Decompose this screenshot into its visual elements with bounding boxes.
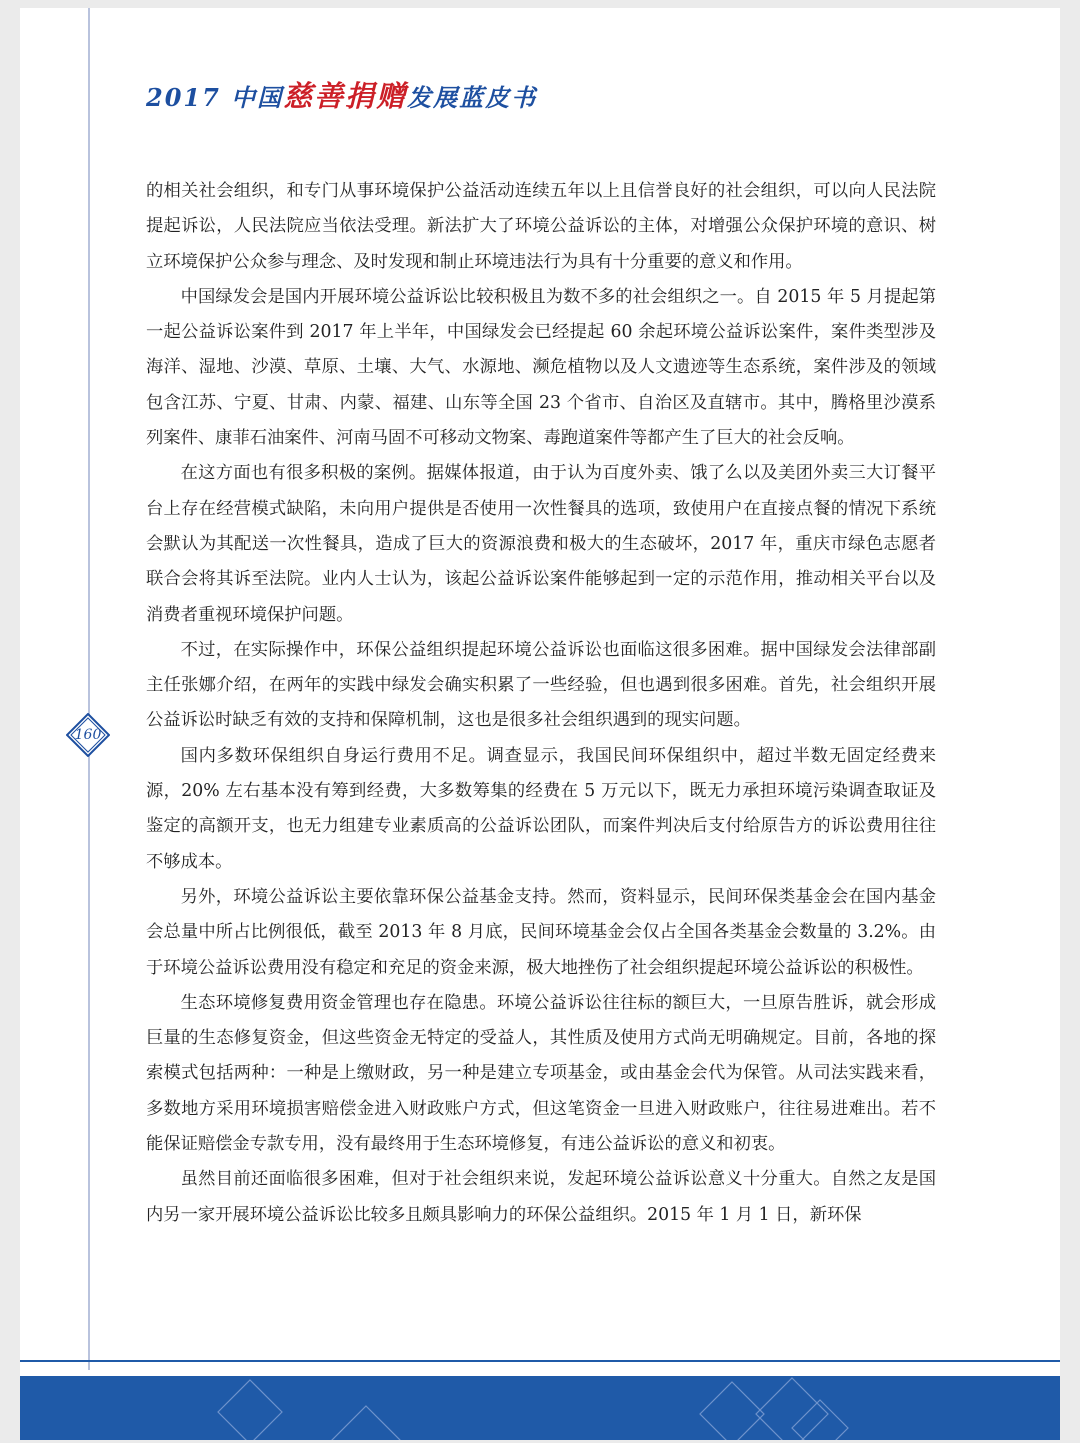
header-year: 2017 (146, 83, 221, 112)
paragraph: 虽然目前还面临很多困难，但对于社会组织来说，发起环境公益诉讼意义十分重大。自然之友是国内另一家开展环境公益诉讼比较多且颇具影响力的环保公益组织。2015 年 1 月 1 日，新环保 (146, 1169, 936, 1225)
paragraph: 不过，在实际操作中，环保公益组织提起环境公益诉讼也面临这很多困难。据中国绿发会法律部副主任张娜介绍，在两年的实践中绿发会确实积累了一些经验，但也遇到很多困难。首先，社会组织开展公益诉讼时缺乏有效的支持和保障机制，这也是很多社会组织遇到的现实问题。 (146, 639, 936, 731)
page-number: 160 (74, 727, 102, 743)
header-title-post: 发展蓝皮书 (407, 83, 538, 112)
footer-rule (20, 1360, 1060, 1362)
paragraph: 的相关社会组织，和专门从事环境保护公益活动连续五年以上且信誉良好的社会组织，可以向人民法院提起诉讼，人民法院应当依法受理。新法扩大了环境公益诉讼的主体，对增强公众保护环境的意识、树立环境保护公众参与理念、及时发现和制止环境违法行为具有十分重要的意义和作用。 (146, 181, 936, 272)
header-title-pre: 中国 (231, 83, 284, 112)
paragraph: 中国绿发会是国内开展环境公益诉讼比较积极且为数不多的社会组织之一。自 2015 年 5 月提起第一起公益诉讼案件到 2017 年上半年，中国绿发会已经提起 60 余起环境公益诉讼案件，案件类型涉及海洋、湿地、沙漠、草原、土壤、大气、水源地、濒危植物以及人文遗迹等生态系统，案件涉及的领域包含江苏、宁夏、甘肃、内蒙、福建、山东等全国 23 个省市、自治区及直辖市。其中，腾格里沙漠系列案件、康菲石油案件、河南马固不可移动文物案、毒跑道案件等都产生了巨大的社会反响。 (146, 286, 936, 449)
document-page (20, 8, 1060, 1440)
header-title-highlight: 慈善捐赠 (283, 79, 408, 113)
footer-band (20, 1376, 1060, 1440)
paragraph: 在这方面也有很多积极的案例。据媒体报道，由于认为百度外卖、饿了么以及美团外卖三大订餐平台上存在经营模式缺陷，未向用户提供是否使用一次性餐具的选项，致使用户在直接点餐的情况下系统会默认为其配送一次性餐具，造成了巨大的资源浪费和极大的生态破坏，2017 年，重庆市绿色志愿者联合会将其诉至法院。业内人士认为，该起公益诉讼案件能够起到一定的示范作用，推动相关平台以及消费者重视环境保护问题。 (146, 463, 936, 625)
footer-diamond-pattern-icon (20, 1376, 1060, 1440)
body-text (146, 174, 936, 1233)
paragraph: 另外，环境公益诉讼主要依靠环保公益基金支持。然而，资料显示，民间环保类基金会在国内基金会总量中所占比例很低，截至 2013 年 8 月底，民间环境基金会仅占全国各类基金会数量的 3.2%。由于环境公益诉讼费用没有稳定和充足的资金来源，极大地挫伤了社会组织提起环境公益诉讼的积极性。 (146, 886, 936, 978)
margin-rule (88, 8, 90, 1370)
running-header (146, 74, 537, 115)
paragraph: 生态环境修复费用资金管理也存在隐患。环境公益诉讼往往标的额巨大，一旦原告胜诉，就会形成巨量的生态修复资金，但这些资金无特定的受益人，其性质及使用方式尚无明确规定。目前，各地的探索模式包括两种：一种是上缴财政，另一种是建立专项基金，或由基金会代为保管。从司法实践来看，多数地方采用环境损害赔偿金进入财政账户方式，但这笔资金一旦进入财政账户，往往易进难出。若不能保证赔偿金专款专用，没有最终用于生态环境修复，有违公益诉讼的意义和初衷。 (146, 992, 936, 1155)
paragraph: 国内多数环保组织自身运行费用不足。调查显示，我国民间环保组织中，超过半数无固定经费来源，20% 左右基本没有筹到经费，大多数筹集的经费在 5 万元以下，既无力承担环境污染调查取证及鉴定的高额开支，也无力组建专业素质高的公益诉讼团队，而案件判决后支付给原告方的诉讼费用往往不够成本。 (146, 745, 936, 872)
